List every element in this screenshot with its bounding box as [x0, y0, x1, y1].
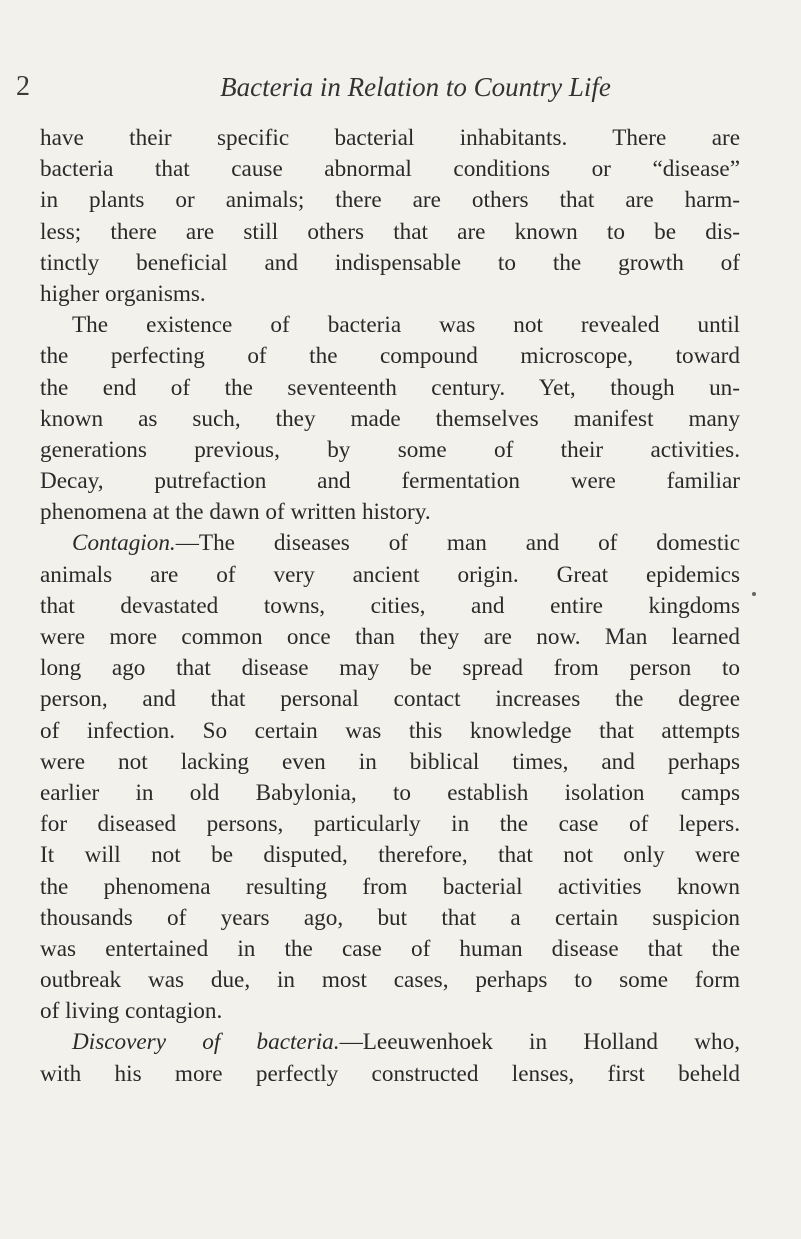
text-line: higher organisms.	[40, 280, 206, 307]
text-line: the perfecting of the compound microscope, toward	[40, 343, 740, 370]
text-line: thousands of years ago, but that a certain suspicion	[40, 904, 740, 931]
text-line: It will not be disputed, therefore, that not only were	[40, 842, 740, 869]
text-line: long ago that disease may be spread from person to	[40, 655, 740, 682]
text-line: Discovery of bacteria.—Leeuwenhoek in Holland who,	[72, 1029, 740, 1056]
text-line: that devastated towns, cities, and entire kingdoms	[40, 592, 740, 619]
text-line: Decay, putrefaction and fermentation were familiar	[40, 468, 740, 495]
text-line: of living contagion.	[40, 998, 223, 1025]
text-line: in plants or animals; there are others that are harm-	[40, 187, 740, 214]
text-line: the end of the seventeenth century. Yet, though un-	[40, 374, 740, 401]
text-line: person, and that personal contact increases the degree	[40, 686, 740, 713]
text-line: phenomena at the dawn of written history.	[40, 499, 431, 526]
text-line: with his more perfectly constructed lenses, first beheld	[40, 1060, 740, 1087]
text-line: The existence of bacteria was not revealed until	[72, 312, 740, 339]
text-line: of infection. So certain was this knowledge that attempts	[40, 717, 740, 744]
text-line: the phenomena resulting from bacterial activities known	[40, 873, 740, 900]
text-line: was entertained in the case of human disease that the	[40, 935, 740, 962]
text-line: were not lacking even in biblical times, and perhaps	[40, 748, 740, 775]
text-line: generations previous, by some of their activities.	[40, 436, 740, 463]
running-head: Bacteria in Relation to Country Life	[220, 72, 611, 102]
body-text	[40, 123, 740, 1090]
text-line: have their specific bacterial inhabitants. There are	[40, 125, 740, 151]
page-number: 2	[16, 71, 30, 102]
text-line: less; there are still others that are known to be dis-	[40, 218, 740, 245]
text-line: were more common once than they are now. Man learned	[40, 624, 740, 650]
text-line: for diseased persons, particularly in the case of lepers.	[40, 811, 740, 838]
text-line: outbreak was due, in most cases, perhaps to some form	[40, 967, 740, 994]
text-line: Contagion.—The diseases of man and of domestic	[72, 530, 740, 557]
text-line: tinctly beneficial and indispensable to the growth of	[40, 249, 740, 276]
section-heading-discovery: Discovery of bacteria.	[72, 1029, 340, 1056]
section-heading-contagion: Contagion.	[72, 530, 176, 557]
text-line: bacteria that cause abnormal conditions or “disease”	[40, 156, 740, 183]
text-line: animals are of very ancient origin. Great epidemics	[40, 561, 740, 588]
text-line: known as such, they made themselves manifest many	[40, 405, 740, 432]
text-line: earlier in old Babylonia, to establish isolation camps	[40, 779, 740, 806]
margin-mark	[752, 592, 756, 596]
